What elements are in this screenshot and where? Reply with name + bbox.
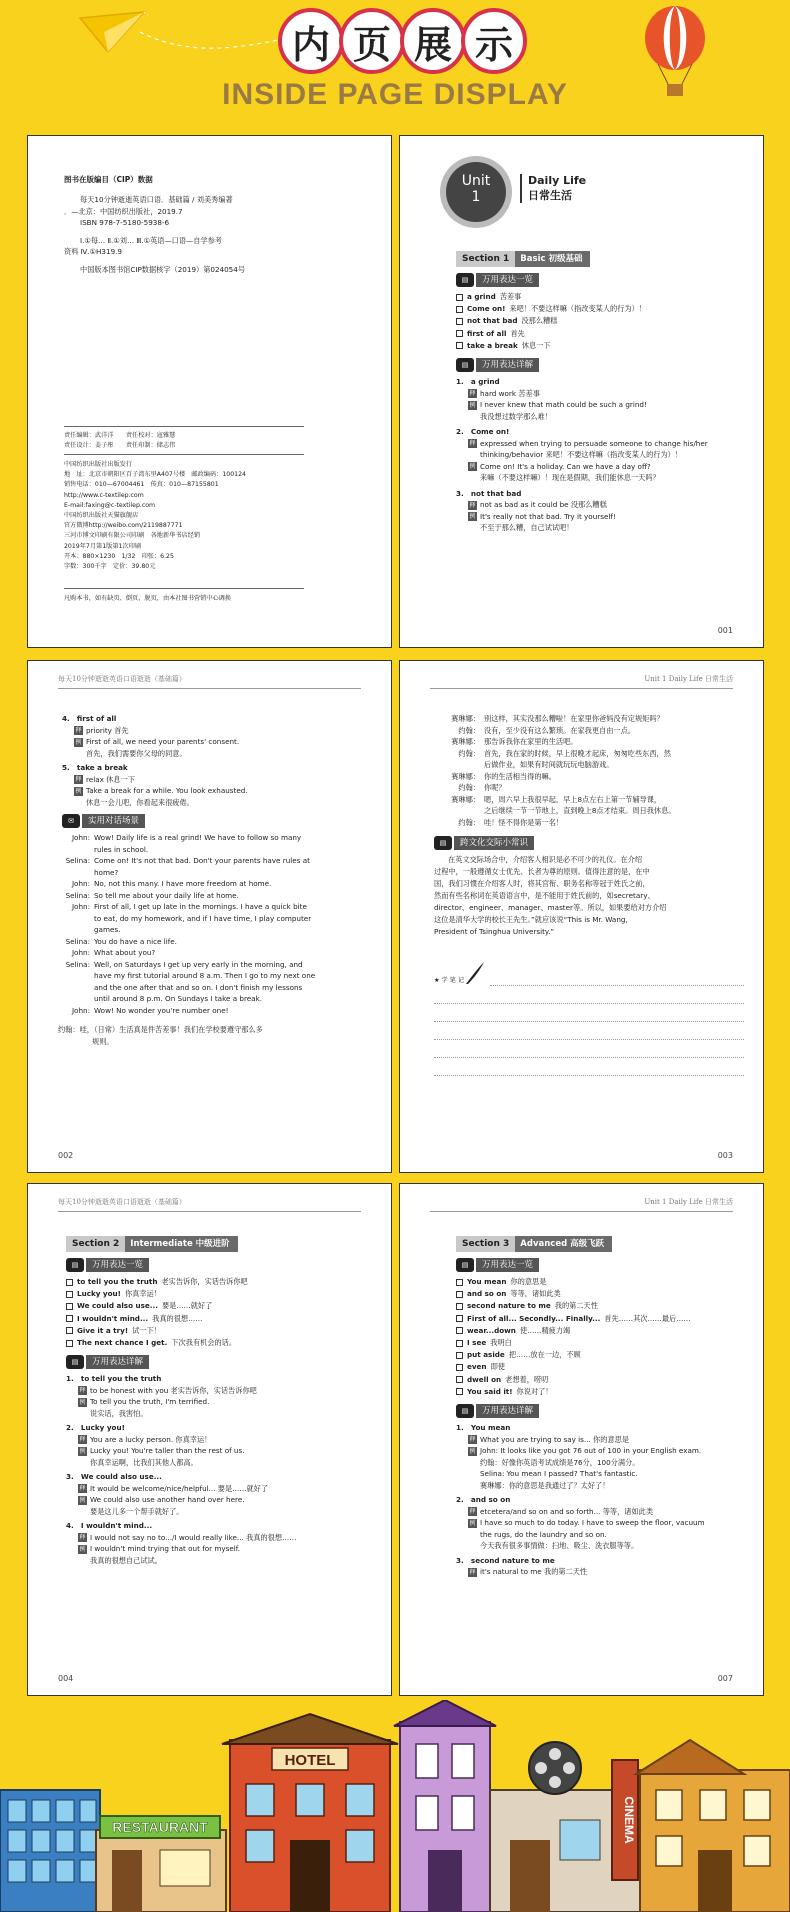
phrase-cn: 我的第二天性 [554, 1301, 598, 1311]
phrase-item [456, 1313, 746, 1325]
publisher-line: 官方微博http://weibo.com/2119887771 [64, 522, 183, 530]
phrase-en: Lucky you! [77, 1289, 121, 1299]
subheading [456, 273, 746, 287]
detail-heading: 4. first of all [62, 714, 117, 723]
detail-line: 休息一会儿吧，你看起来很疲倦。 [86, 797, 194, 807]
detail-line: 释 It would be welcome/nice/helpful... 要是……就好了 [79, 1483, 269, 1493]
publisher-info [64, 460, 246, 572]
section-label: Section 1 [456, 251, 515, 267]
detail-line: 例 I wouldn't mind trying that out for myself. [79, 1544, 241, 1554]
publisher-line: 字数：300千字 定价：39.80元 [64, 563, 156, 571]
detail-line: 释 etcetera/and so on and so forth... 等等，诸如此类 [469, 1506, 654, 1516]
note-line [434, 1004, 744, 1022]
phrase-en: I see [467, 1338, 487, 1348]
phrase-item [456, 340, 746, 352]
header-rule [430, 688, 733, 689]
page-002 [27, 660, 392, 1173]
detail-line: 例 We could also use another hand over here. [79, 1495, 245, 1505]
phrase-en: second nature to me [467, 1301, 551, 1311]
checkbox-icon [456, 1364, 463, 1371]
book-icon: ▤ [456, 1404, 474, 1418]
phrase-en: and so on [467, 1289, 507, 1299]
phrase-cn: 我真的很想…… [152, 1313, 203, 1323]
detail-heading: 3. second nature to me [456, 1555, 555, 1565]
phrase-en: You mean [467, 1277, 507, 1286]
phrase-en: wear...down [467, 1325, 516, 1335]
checkbox-icon [66, 1291, 73, 1298]
subheading [62, 814, 372, 828]
section-level: Advanced 高级飞跃 [515, 1236, 612, 1252]
checkbox-icon [66, 1327, 73, 1334]
dialogue-line: until around 8 p.m. On Sundays I take a break. [94, 994, 263, 1003]
book-icon: ▤ [456, 358, 474, 372]
phrase-en: take a break [467, 340, 518, 350]
phrase-en: first of all [467, 328, 507, 338]
phrase-cn: 下次我有机会的话。 [171, 1338, 237, 1348]
checkbox-icon [456, 1340, 463, 1347]
phrase-item [456, 1288, 746, 1300]
detail-line: 例 I never knew that math could be such a grind! [469, 400, 647, 410]
running-header: 每天10分钟逝逝英语口语逝逝（基础篇） [58, 675, 186, 683]
page-004 [27, 1183, 392, 1696]
dialogue-line: 之后继续一节一节地上，直到晚上8点才结束。周日我休息。 [484, 806, 676, 815]
detail-line: 来嘛（不要这样嘛）！现在是假期，我们能休息一天吗？ [480, 473, 660, 483]
town-illustration [0, 1700, 790, 1912]
note-line [434, 1058, 744, 1076]
detail-line: 例 I have so much to do today. I have to sweep the floor, vacuum [469, 1518, 705, 1528]
dialogue-line: John: Wow! Daily life is a real grind! We have to follow so many [71, 833, 302, 842]
cip-title: 图书在版编目（CIP）数据 [64, 175, 153, 184]
phrase-item [456, 1349, 746, 1361]
checkbox-icon [456, 342, 463, 349]
cip-block [64, 194, 245, 275]
detail-heading: 1. to tell you the truth [66, 1374, 162, 1384]
dash-trail [140, 22, 280, 62]
checkbox-icon [456, 1315, 463, 1322]
detail-line: 我没想过数学那么难！ [480, 411, 552, 421]
culture-line: President of Tsinghua University.” [434, 927, 555, 936]
phrase-en: put aside [467, 1350, 505, 1360]
dialogue-line: 约翰： 没有，至少没有这么繁琐。在家我更自由一点。 [458, 725, 635, 735]
phrase-cn: 来吧！不要这样嘛（指改变某人的行为）！ [509, 304, 646, 314]
detail-line: 例 Take a break for a while. You look exhausted. [75, 786, 248, 795]
book-icon: ▤ [456, 1258, 474, 1272]
detail-line: 今天我有很多事情做：扫地、吸尘、洗衣服等等。 [480, 1541, 639, 1551]
subheading [66, 1355, 376, 1369]
detail-line: 赛琳娜：你的意思是我通过了？太好了！ [480, 1480, 610, 1490]
unit-title-cn: 日常生活 [528, 189, 572, 202]
note-line [434, 986, 744, 1004]
checkbox-icon [456, 1279, 463, 1286]
cip-line: 资料 Ⅳ.①H319.9 [64, 247, 123, 256]
phrase-cn: 你真幸运！ [124, 1289, 161, 1299]
unit-title-en: Daily Life [528, 174, 587, 187]
book-icon: ▤ [434, 836, 452, 850]
section-header [456, 1236, 746, 1252]
dialogue-line: Selina: Come on! It's not that bad. Don't your parents have rules at [65, 856, 310, 865]
phrase-cn: 首先 [510, 328, 525, 338]
phrase-cn: 你的意思是 [510, 1277, 547, 1286]
culture-paragraph [434, 854, 744, 938]
subheading-label: 万用表达一览 [476, 1258, 539, 1272]
phrase-en: not that bad [467, 316, 518, 326]
phrase-en: Come on! [467, 304, 506, 314]
section-header [456, 251, 746, 267]
dialogue-line: John: What about you? [71, 948, 156, 957]
detail-line: 释 You are a lucky person. 你真幸运！ [79, 1434, 212, 1444]
detail-line: 说实话，我害怕。 [90, 1408, 148, 1418]
restaurant-sign-text: RESTAURANT [112, 1819, 208, 1835]
section-label: Section 2 [66, 1236, 125, 1252]
detail-line: 你真幸运啊，比我们其他人都高。 [90, 1457, 198, 1467]
phrase-cn: 苦差事 [499, 292, 522, 301]
hotel-sign-text: HOTEL [284, 1752, 336, 1769]
phrase-cn: 没那么糟糕 [521, 316, 558, 326]
note-line [434, 1040, 744, 1058]
phrase-en: We could also use... [77, 1301, 158, 1311]
phrase-cn: 即使 [490, 1362, 505, 1372]
publisher-line: 中国纺织出版社天猫旗舰店 [64, 512, 139, 520]
cinema-sign-text: CINEMA [622, 1796, 636, 1844]
phrase-item [456, 315, 746, 327]
detail-line: Selina: You mean I passed? That's fantastic. [480, 1469, 638, 1479]
phrase-en: even [467, 1362, 487, 1372]
phrase-item [456, 1361, 746, 1373]
phrase-cn: 试一下！ [132, 1325, 161, 1335]
dialogue-line: games. [94, 925, 121, 934]
detail-line: 释 to be honest with you 老实告诉你，实话告诉你吧 [79, 1385, 257, 1395]
detail-heading: 3. We could also use... [66, 1472, 162, 1482]
phrase-cn: 我明白 [490, 1338, 512, 1348]
publisher-line: 2019年7月第1版第1次印刷 [64, 542, 142, 550]
checkbox-icon [456, 330, 463, 337]
phrase-item [456, 1386, 746, 1398]
publisher-line: 开本：880×1230 1/32 印张：6.25 [64, 552, 174, 560]
phrase-en: to tell you the truth [77, 1277, 158, 1286]
phrase-item [66, 1276, 376, 1288]
cip-line: ．—北京：中国纺织出版社，2019.7 [64, 206, 183, 216]
phrase-cn: 休息一下 [521, 340, 551, 350]
detail-heading: 5. take a break [62, 763, 128, 772]
phrase-item [66, 1313, 376, 1325]
book-icon: ▤ [66, 1258, 84, 1272]
detail-line: 首先，我们需要你父母的同意。 [86, 748, 187, 758]
phrase-cn: 首先……其次……最后…… [604, 1313, 691, 1323]
phrase-en: dwell on [467, 1374, 502, 1384]
checkbox-icon [456, 1303, 463, 1310]
detail-line: the rugs, do the laundry and so on. [480, 1529, 607, 1539]
subheading [456, 1258, 746, 1272]
phrase-cn: 你说对了！ [516, 1386, 553, 1396]
footer-note: 凡购本书，如有缺页、倒页、脱页，由本社图书营销中心调换 [64, 595, 232, 602]
culture-line: director、engineer、manager、master等。所以，如果要给对方介绍 [434, 903, 667, 912]
page-number: 007 [717, 1674, 733, 1683]
section-label: Section 3 [456, 1236, 515, 1252]
running-header: Unit 1 Daily Life 日常生活 [644, 1198, 733, 1206]
book-icon: ▤ [456, 273, 474, 287]
phrase-cn: 使……精疲力竭 [519, 1325, 571, 1335]
checkbox-icon [66, 1303, 73, 1310]
phrase-en: First of all... Secondly... Finally... [467, 1313, 601, 1323]
unit-number: 1 [471, 189, 481, 205]
dialogue-line: 约翰： 首先，我在家的时候，早上很晚才起床，匆匆吃些东西，然 [458, 748, 671, 758]
section-header [66, 1236, 376, 1252]
dialogue-line: 赛琳娜： 别这样，其实没那么糟啦！在家里你爸妈没有定规矩吗？ [451, 714, 664, 723]
detail-line: 我真的很想自己试试。 [90, 1555, 162, 1565]
page-number: 001 [717, 626, 733, 635]
subheading-label: 万用表达详解 [476, 1404, 539, 1418]
detail-heading: 1. You mean [456, 1423, 511, 1433]
section-level: Basic 初级基础 [515, 251, 590, 267]
checkbox-icon [66, 1340, 73, 1347]
credit-line: 责任编辑：武洋洋 责任校对：寇雅慧 [64, 432, 176, 439]
subheading [456, 358, 746, 372]
paper-plane-icon [78, 8, 148, 56]
phrase-item [66, 1288, 376, 1300]
detail-heading: 1. a grind [456, 377, 500, 387]
unit-label: Unit [461, 173, 491, 189]
dialogue-line: Selina: So tell me about your daily life at home. [65, 890, 239, 900]
note-line [434, 1022, 744, 1040]
detail-line: 释 it's natural to me 我的第二天性 [469, 1567, 588, 1577]
dialogue-line: have my first tutorial around 8 a.m. Then I go to my next one [94, 971, 316, 980]
subtitle: INSIDE PAGE DISPLAY [222, 78, 568, 111]
phrase-en: The next chance I get. [77, 1338, 168, 1348]
detail-heading: 4. I wouldn't mind... [66, 1521, 153, 1531]
culture-line: 这位是清华大学的校长王先生。”就应该说“This is Mr. Wang, [434, 915, 628, 924]
page-number: 002 [58, 1151, 74, 1160]
detail-line: 例 First of all, we need your parents' consent. [75, 737, 240, 746]
page-001 [399, 135, 764, 648]
subheading [434, 836, 744, 850]
detail-line: 要是这儿多一个帮手就好了。 [90, 1506, 184, 1516]
phrase-item [456, 328, 746, 340]
checkbox-icon [456, 294, 463, 301]
checkbox-icon [456, 318, 463, 325]
dialogue-line: 赛琳娜： 嗯，周六早上我很早起，早上8点左右上第一节辅导课， [451, 794, 662, 804]
phrase-item [456, 1325, 746, 1337]
detail-line: 例 Lucky you! You're taller than the rest of us. [79, 1446, 245, 1456]
phrase-en: Give it a try! [77, 1325, 129, 1335]
subheading-label: 跨文化交际小常识 [454, 836, 534, 850]
cip-line: 中国版本图书馆CIP数据核字（2019）第024054号 [80, 264, 246, 274]
checkbox-icon [456, 306, 463, 313]
phrase-item [456, 1337, 746, 1349]
detail-line: 释 priority 首先 [75, 725, 129, 735]
dialogue [44, 832, 372, 1016]
header-rule [58, 688, 361, 689]
subheading [456, 1404, 746, 1418]
detail-heading: 2. Come on! [456, 427, 510, 437]
detail-line: thinking/behavior 来吧！不要这样嘛（指改变某人的行为）！ [480, 450, 683, 460]
detail-line: 例 John: It looks like you got 76 out of 100 in your English exam. [469, 1446, 702, 1456]
dialogue-line: 约翰： 你呢？ [458, 783, 506, 792]
credit-line: 责任设计：姜子彤 责任印制：储志伟 [64, 442, 176, 450]
page-body [456, 1236, 746, 1578]
divider [64, 426, 304, 427]
page-number: 004 [58, 1674, 74, 1683]
detail-line: 不至于那么糟，自己试试吧！ [480, 523, 574, 533]
chat-icon: ✉ [62, 814, 80, 828]
dialogue-line: 后做作业，如果有时间就玩玩电脑游戏。 [484, 760, 614, 769]
phrase-cn: 老想着，唠叨 [505, 1374, 549, 1384]
checkbox-icon [66, 1279, 73, 1286]
detail-line: 约翰：好像你英语考试成绩是76分，100分满分。 [480, 1457, 640, 1467]
phrase-en: You said it! [467, 1386, 513, 1396]
title-char-3: 展 [400, 8, 466, 74]
header-rule [430, 1211, 733, 1212]
unit-title [520, 174, 586, 203]
dialogue-line: Selina: Well, on Saturdays I get up very early in the morning, and [65, 959, 303, 969]
publisher-line: 销售电话：010—67004461 传真：010—87155801 [64, 481, 219, 489]
dialogue-line: 约翰： 哇！怪不得你是第一名！ [458, 817, 564, 827]
divider [64, 588, 304, 589]
dialogue-line: John: No, not this many. I have more freedom at home. [71, 879, 272, 888]
phrase-item [66, 1300, 376, 1312]
checkbox-icon [456, 1376, 463, 1383]
translation-line: 规则。 [92, 1037, 114, 1046]
running-header: Unit 1 Daily Life 日常生活 [644, 675, 733, 683]
dialogue-line: to eat, do my homework, and if I have time, I play computer [94, 913, 312, 923]
phrase-cn: 等等，诸如此类 [510, 1289, 561, 1299]
detail-line: 释 expressed when trying to persuade someone to change his/her [469, 438, 708, 448]
dialogue-line: John: Wow! No wonder you're number one! [71, 1005, 229, 1015]
title-char-1: 内 [278, 8, 344, 74]
header [0, 0, 790, 125]
dialogue-line: rules in school. [94, 844, 149, 854]
translation-line: 约翰：哇，（日常）生活真是件苦差事！我们在学校要遵守那么多 [58, 1025, 263, 1034]
checkbox-icon [66, 1315, 73, 1322]
dialogue-line: and the one after that and so on. I don't finish my lessons [94, 982, 303, 992]
notes-label: ★ 学 笔 记 [434, 976, 465, 984]
detail-heading: 3. not that bad [456, 488, 522, 498]
page-007 [399, 1183, 764, 1696]
page-body [456, 251, 746, 534]
phrase-item [456, 291, 746, 303]
phrase-item [66, 1337, 376, 1349]
subheading-label: 万用表达一览 [476, 273, 539, 287]
checkbox-icon [456, 1352, 463, 1359]
detail-heading: 2. Lucky you! [66, 1423, 125, 1433]
checkbox-icon [456, 1327, 463, 1334]
checkbox-icon [456, 1291, 463, 1298]
phrase-cn: 老实告诉你，实话告诉你吧 [161, 1277, 248, 1286]
detail-line: 释 relax 休息一下 [75, 774, 135, 784]
running-header: 每天10分钟逝逝英语口语逝逝（基础篇） [58, 1198, 186, 1206]
cip-line: Ⅰ.①每… Ⅱ.①刘… Ⅲ.①英语—口语—自学参考 [80, 235, 222, 245]
publisher-line: 地 址：北京市朝阳区百子湾东里A407号楼 邮政编码：100124 [64, 471, 246, 479]
culture-line: 国，我们习惯在介绍客人时，将其官衔、职务名称等冠于姓氏之前， [434, 879, 650, 888]
phrase-item [456, 303, 746, 315]
page-body [66, 1236, 376, 1566]
cip-line: ISBN 978-7-5180-5938-6 [80, 218, 170, 227]
publisher-line: 中国纺织出版社出版发行 [64, 461, 133, 468]
subheading-label: 实用对话场景 [82, 814, 145, 828]
hot-air-balloon-icon [640, 4, 710, 100]
unit-badge [440, 156, 528, 228]
publisher-line: 三河市博文印刷有限公司印刷 各地新华书店经销 [64, 532, 201, 540]
detail-line: 例 It's really not that bad. Try it yourself! [469, 511, 616, 521]
notes-header [434, 960, 744, 986]
subheading-label: 万用表达详解 [86, 1355, 149, 1369]
checkbox-icon [456, 1388, 463, 1395]
phrase-cn: 要是……就好了 [161, 1301, 213, 1311]
phrase-item [456, 1300, 746, 1312]
detail-line: 释 not as bad as it could be 没那么糟糕 [469, 500, 607, 510]
title-char-2: 页 [339, 8, 405, 74]
dialogue-line: home? [94, 867, 119, 877]
culture-line: 然而有些名称词在英语语言中，是不能用于姓氏前的，如secretary、 [434, 891, 655, 900]
dialogue-line: John: First of all, I get up late in the mornings. I have a quick bite [71, 902, 307, 911]
page-body [58, 713, 372, 1048]
page-copyright [27, 135, 392, 648]
dialogue-line: 赛琳娜： 那告诉我你在家里的生活吧。 [451, 737, 578, 746]
credits [64, 431, 175, 451]
divider [64, 454, 304, 455]
phrase-cn: 把……放在一边，不顾 [508, 1350, 581, 1360]
dialogue-line: 赛琳娜： 你的生活相当得的嘛。 [451, 771, 556, 781]
page-number: 003 [717, 1151, 733, 1160]
page-body [434, 713, 744, 1076]
quill-icon [464, 960, 486, 986]
subheading-label: 万用表达一览 [86, 1258, 149, 1272]
detail-heading: 2. and so on [456, 1495, 511, 1505]
title-char-4: 示 [461, 8, 527, 74]
phrase-en: I wouldn't mind... [77, 1313, 149, 1323]
cip-line: 每天10分钟逝逝英语口语．基础篇 / 刘美秀编著 [80, 195, 233, 204]
detail-line: 释 hard work 苦差事 [469, 388, 540, 398]
publisher-line: E-mail:faxing@c-textilep.com [64, 501, 156, 509]
phrase-item [66, 1325, 376, 1337]
phrase-item [456, 1374, 746, 1386]
detail-line: 例 Come on! It's a holiday. Can we have a day off? [469, 461, 651, 471]
phrase-en: a grind [467, 292, 496, 301]
culture-line: 在英文交际场合中，介绍客人相识是必不可少的礼仪。在介绍 [448, 855, 643, 864]
detail-line: 释 I would not say no to.../I would really like... 我真的很想…… [79, 1532, 297, 1542]
section-level: Intermediate 中级进阶 [125, 1236, 237, 1252]
phrase-item [456, 1276, 746, 1288]
dialogue-line: Selina: You do have a nice life. [65, 936, 177, 946]
header-rule [58, 1211, 361, 1212]
subheading-label: 万用表达详解 [476, 358, 539, 372]
book-icon: ▤ [66, 1355, 84, 1369]
subheading [66, 1258, 376, 1272]
detail-line: 释 What you are trying to say is... 你的意思是 [469, 1434, 630, 1444]
detail-line: 例 To tell you the truth, I'm terrified. [79, 1397, 210, 1407]
page-003 [399, 660, 764, 1173]
culture-line: 过程中，一般遵循女士优先、长者为尊的原则。值得注意的是，在中 [434, 867, 650, 876]
publisher-line: http://www.c-textilep.com [64, 491, 144, 499]
